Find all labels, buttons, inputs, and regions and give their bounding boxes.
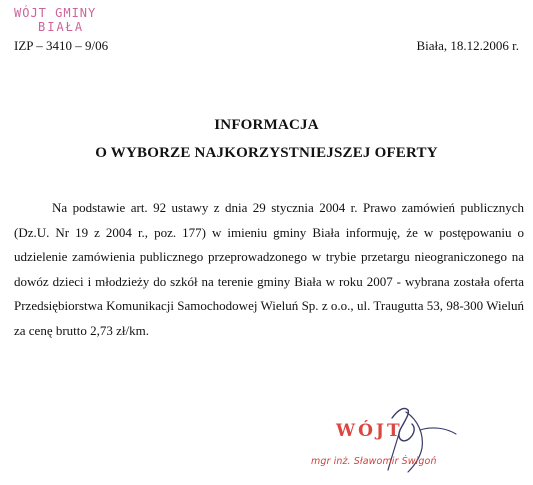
office-stamp xyxy=(12,6,122,34)
office-stamp-line2: BIAŁA xyxy=(38,20,85,34)
document-subtitle: O WYBORZE NAJKORZYSTNIEJSZEJ OFERTY xyxy=(95,145,438,161)
place-and-date: Biała, 18.12.2006 r. xyxy=(416,38,519,53)
document-title: INFORMACJA xyxy=(214,117,319,133)
reference-number: IZP – 3410 – 9/06 xyxy=(14,38,109,53)
office-stamp-line1: WÓJT GMINY xyxy=(14,6,97,20)
signatory-name: mgr inż. Sławomir Świgoń xyxy=(311,456,437,467)
document-body xyxy=(14,196,524,343)
body-paragraph: Na podstawie art. 92 ustawy z dnia 29 stycznia 2004 r. Prawo zamówień publicznych (Dz.U. Nr 19 z 2004 r., poz. 177) w imieniu gminy Biała informuję, że w postępowaniu o udzielenie zamówienia publicznego przeprowadzonego w trybie przetargu nieograniczonego na dowóz dzieci i młodzieży do szkół na terenie gminy Biała w roku 2007 - wybrana została oferta Przedsiębiorstwa Komunikacji Samochodowej Wieluń Sp. z o.o., ul. Traugutta 53, 98-300 Wieluń za cenę brutto 2,73 zł/km. xyxy=(14,200,524,338)
signature-stamp: WÓJT xyxy=(336,421,403,441)
